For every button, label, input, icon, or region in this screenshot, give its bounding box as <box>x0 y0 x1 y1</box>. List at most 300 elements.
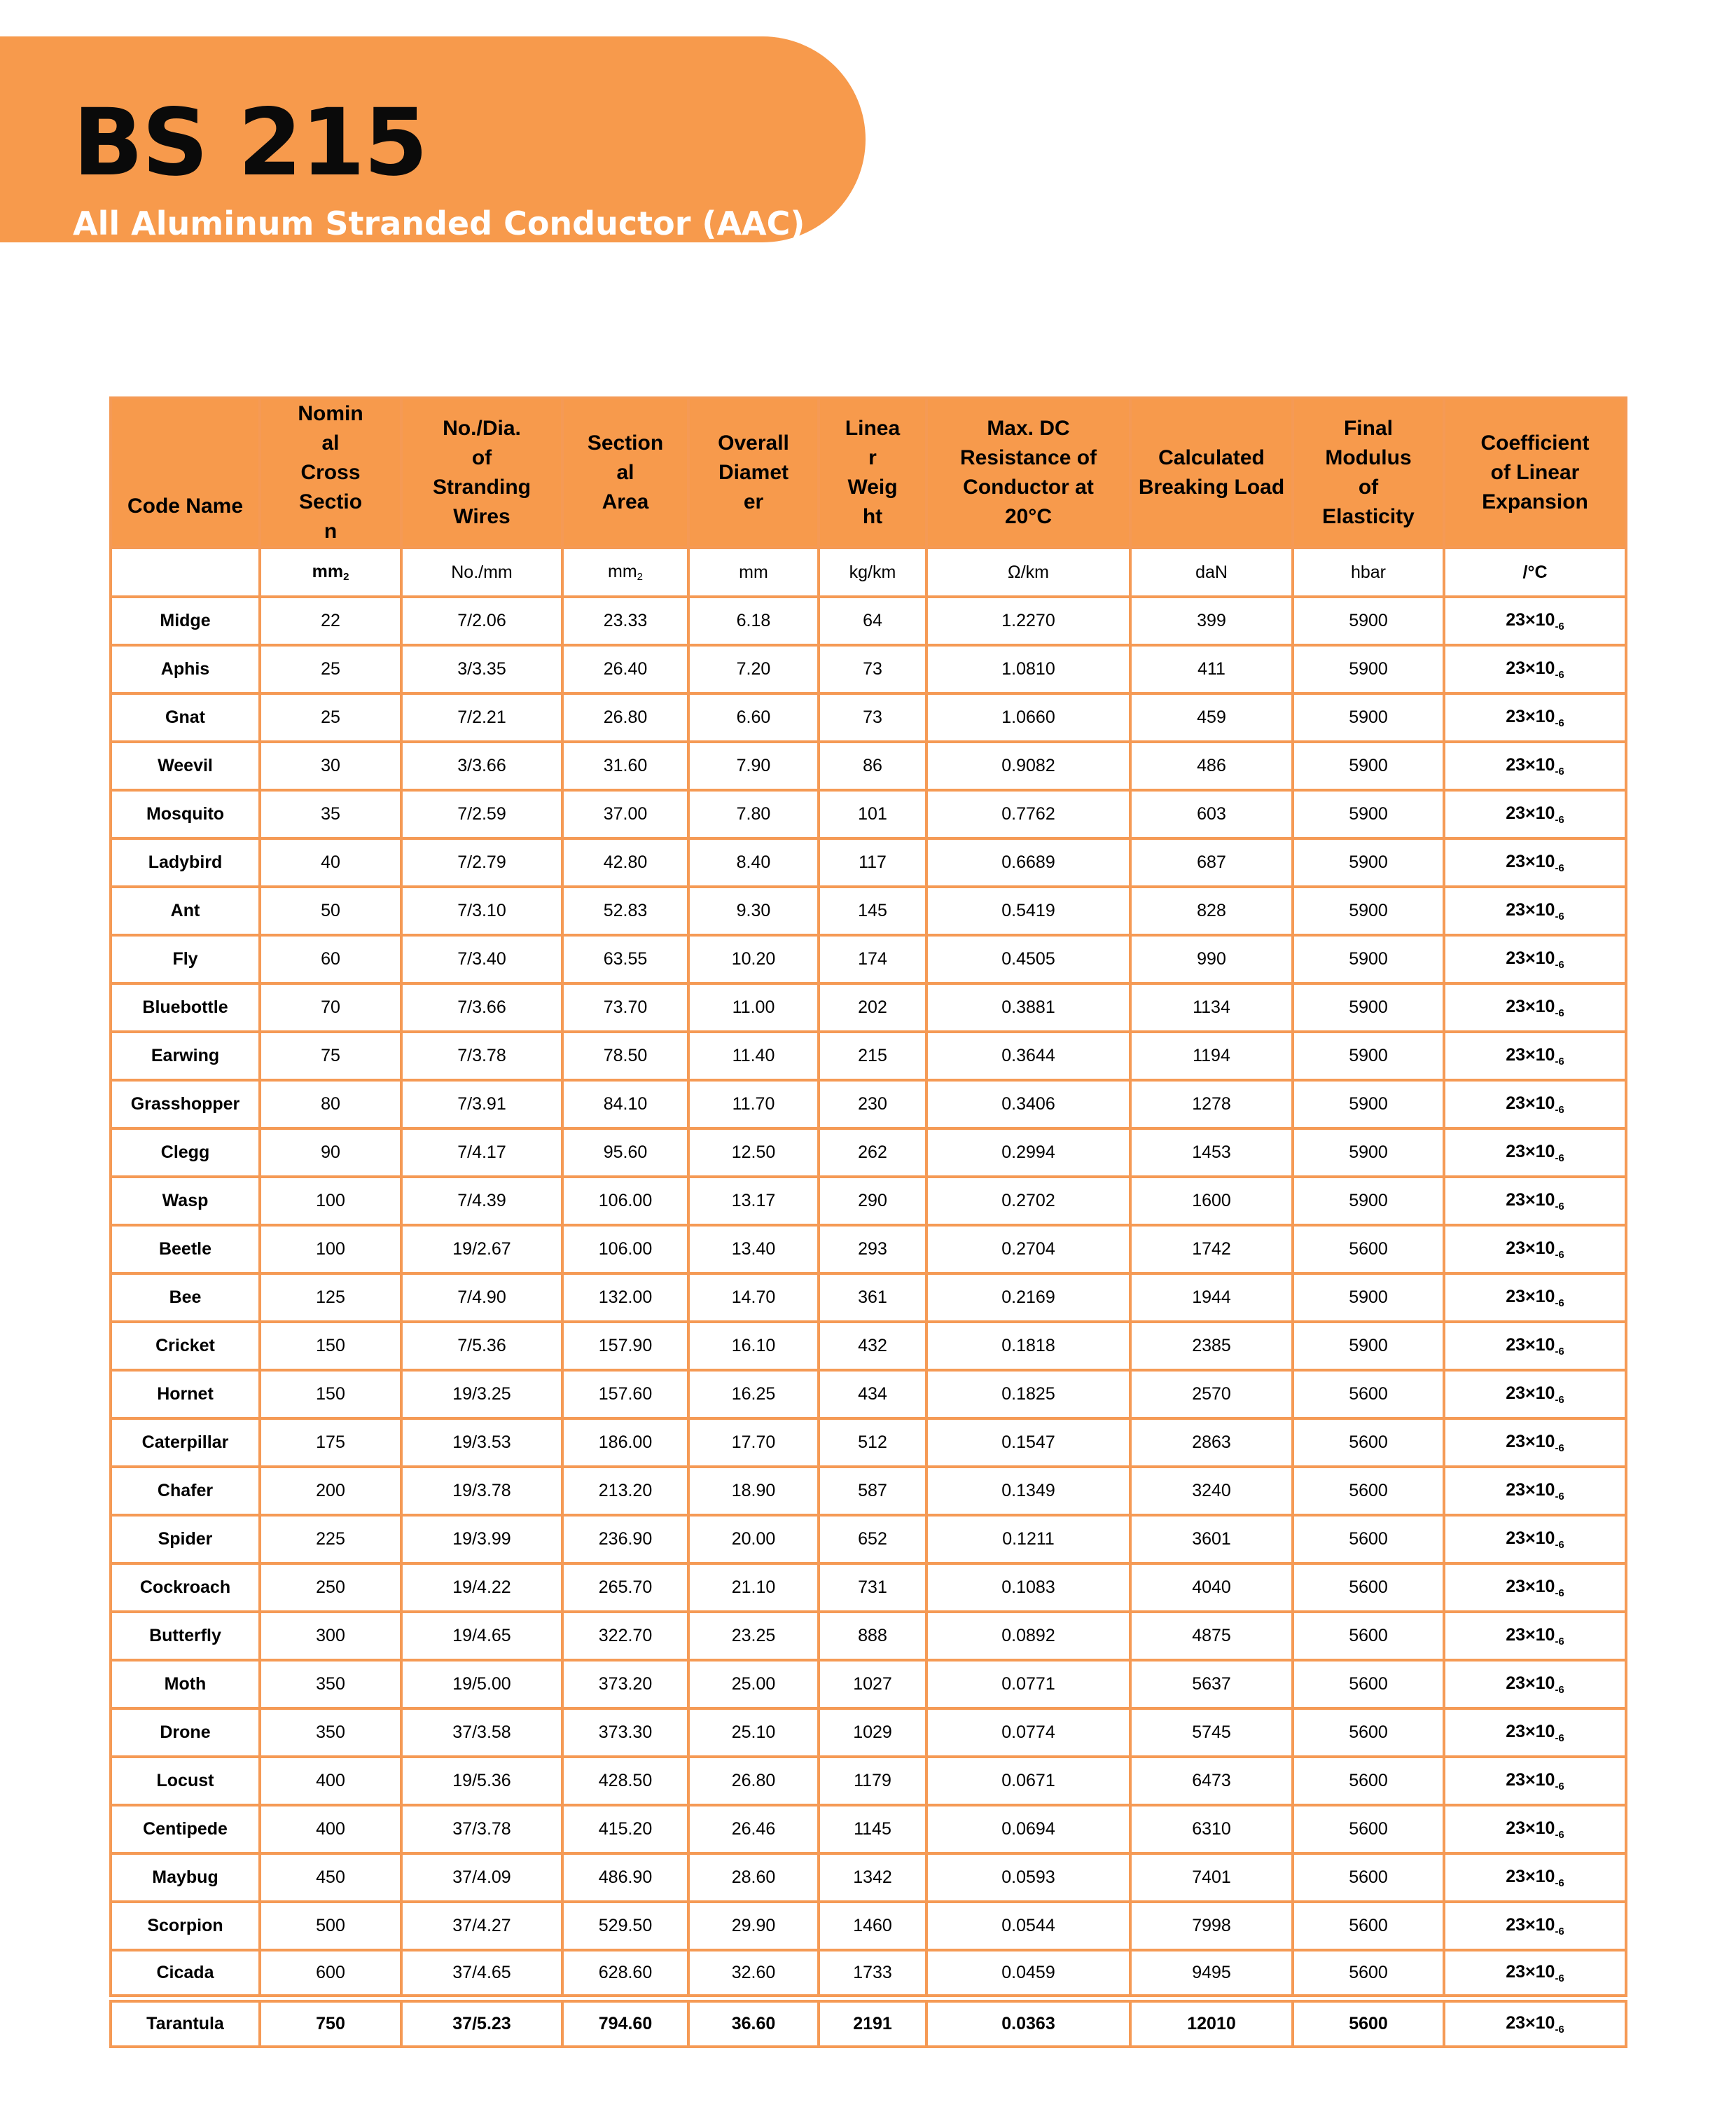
column-header-line: Wires <box>453 505 511 528</box>
cell-nominal: 90 <box>260 1128 401 1177</box>
cell-section: 37.00 <box>562 790 688 838</box>
cell-diameter: 21.10 <box>688 1563 819 1612</box>
cell-stranding: 7/3.10 <box>401 887 562 935</box>
cell-resistance: 0.5419 <box>926 887 1130 935</box>
cell-diameter: 26.80 <box>688 1757 819 1805</box>
cell-modulus: 5900 <box>1293 693 1444 742</box>
cell-resistance: 0.2994 <box>926 1128 1130 1177</box>
cell-section: 132.00 <box>562 1273 688 1322</box>
cell-weight: 230 <box>819 1080 926 1128</box>
cell-modulus: 5600 <box>1293 1998 1444 2047</box>
column-header-line: Max. DC <box>987 417 1070 440</box>
cell-weight: 202 <box>819 983 926 1032</box>
unit-stranding: No./mm <box>401 548 562 597</box>
cell-modulus: 5900 <box>1293 597 1444 645</box>
cell-nominal: 300 <box>260 1612 401 1660</box>
cell-weight: 1179 <box>819 1757 926 1805</box>
column-header-line: Coefficient <box>1480 431 1590 455</box>
cell-modulus: 5900 <box>1293 1273 1444 1322</box>
table-row <box>111 693 1626 742</box>
cell-expansion: $23\times 10_{-6}$ <box>1444 1080 1626 1128</box>
cell-diameter: 14.70 <box>688 1273 819 1322</box>
cell-nominal: 150 <box>260 1370 401 1418</box>
cell-stranding: 7/4.17 <box>401 1128 562 1177</box>
cell-breaking: 3240 <box>1130 1467 1293 1515</box>
cell-nominal: 400 <box>260 1805 401 1853</box>
cell-expansion: $23\times 10_{-6}$ <box>1444 1177 1626 1225</box>
cell-weight: 145 <box>819 887 926 935</box>
cell-breaking: 1742 <box>1130 1225 1293 1273</box>
cell-expansion: $23\times 10_{-6}$ <box>1444 1418 1626 1467</box>
cell-weight: 262 <box>819 1128 926 1177</box>
cell-code: Tarantula <box>111 1998 260 2047</box>
cell-expansion: $23\times 10_{-6}$ <box>1444 1322 1626 1370</box>
cell-stranding: 7/4.90 <box>401 1273 562 1322</box>
cell-section: 529.50 <box>562 1902 688 1950</box>
cell-section: 373.20 <box>562 1660 688 1708</box>
cell-nominal: 100 <box>260 1177 401 1225</box>
column-header-modulus <box>1293 398 1444 548</box>
cell-weight: 731 <box>819 1563 926 1612</box>
column-header-line: Cross <box>300 461 361 484</box>
cell-stranding: 7/5.36 <box>401 1322 562 1370</box>
cell-code: Centipede <box>111 1805 260 1853</box>
cell-breaking: 9495 <box>1130 1950 1293 1998</box>
table-row <box>111 1370 1626 1418</box>
cell-code: Spider <box>111 1515 260 1563</box>
cell-code: Ladybird <box>111 838 260 887</box>
cell-diameter: 29.90 <box>688 1902 819 1950</box>
cell-expansion: $23\times 10_{-6}$ <box>1444 1273 1626 1322</box>
cell-diameter: 16.10 <box>688 1322 819 1370</box>
cell-resistance: 0.1547 <box>926 1418 1130 1467</box>
cell-code: Clegg <box>111 1128 260 1177</box>
cell-nominal: 30 <box>260 742 401 790</box>
cell-stranding: 7/2.79 <box>401 838 562 887</box>
cell-stranding: 19/3.53 <box>401 1418 562 1467</box>
cell-stranding: 19/3.25 <box>401 1370 562 1418</box>
cell-resistance: 0.2704 <box>926 1225 1130 1273</box>
cell-resistance: 0.3406 <box>926 1080 1130 1128</box>
cell-expansion: $23\times 10_{-6}$ <box>1444 645 1626 693</box>
cell-breaking: 1134 <box>1130 983 1293 1032</box>
cell-nominal: 450 <box>260 1853 401 1902</box>
column-header-line: Conductor at <box>963 476 1094 499</box>
cell-breaking: 486 <box>1130 742 1293 790</box>
cell-section: 84.10 <box>562 1080 688 1128</box>
unit-superscript: 2 <box>637 571 643 583</box>
cell-modulus: 5600 <box>1293 1612 1444 1660</box>
cell-breaking: 12010 <box>1130 1998 1293 2047</box>
cell-resistance: 0.7762 <box>926 790 1130 838</box>
cell-diameter: 9.30 <box>688 887 819 935</box>
cell-diameter: 11.70 <box>688 1080 819 1128</box>
cell-expansion: $23\times 10_{-6}$ <box>1444 1032 1626 1080</box>
cell-diameter: 16.25 <box>688 1370 819 1418</box>
cell-resistance: 0.0363 <box>926 1998 1130 2047</box>
cell-breaking: 6310 <box>1130 1805 1293 1853</box>
cell-stranding: 37/4.09 <box>401 1853 562 1902</box>
cell-modulus: 5900 <box>1293 1128 1444 1177</box>
cell-nominal: 50 <box>260 887 401 935</box>
table-row <box>111 1950 1626 1998</box>
cell-code: Cricket <box>111 1322 260 1370</box>
cell-resistance: 0.0774 <box>926 1708 1130 1757</box>
cell-section: 157.90 <box>562 1322 688 1370</box>
cell-stranding: 37/3.78 <box>401 1805 562 1853</box>
table-row <box>111 645 1626 693</box>
cell-section: 157.60 <box>562 1370 688 1418</box>
cell-resistance: 0.0771 <box>926 1660 1130 1708</box>
cell-code: Maybug <box>111 1853 260 1902</box>
cell-modulus: 5900 <box>1293 1177 1444 1225</box>
cell-stranding: 7/3.40 <box>401 935 562 983</box>
cell-stranding: 19/3.99 <box>401 1515 562 1563</box>
cell-modulus: 5600 <box>1293 1805 1444 1853</box>
column-header-diameter <box>688 398 819 548</box>
table-row <box>111 1853 1626 1902</box>
cell-nominal: 25 <box>260 645 401 693</box>
cell-weight: 86 <box>819 742 926 790</box>
cell-breaking: 411 <box>1130 645 1293 693</box>
cell-section: 52.83 <box>562 887 688 935</box>
cell-breaking: 2863 <box>1130 1418 1293 1467</box>
unit-superscript: 2 <box>343 571 349 583</box>
cell-stranding: 7/2.06 <box>401 597 562 645</box>
cell-code: Gnat <box>111 693 260 742</box>
table-row <box>111 1418 1626 1467</box>
cell-diameter: 18.90 <box>688 1467 819 1515</box>
cell-section: 265.70 <box>562 1563 688 1612</box>
cell-section: 628.60 <box>562 1950 688 1998</box>
cell-expansion: $23\times 10_{-6}$ <box>1444 1612 1626 1660</box>
cell-code: Grasshopper <box>111 1080 260 1128</box>
cell-weight: 1145 <box>819 1805 926 1853</box>
cell-resistance: 0.0459 <box>926 1950 1130 1998</box>
cell-expansion: $23\times 10_{-6}$ <box>1444 1515 1626 1563</box>
column-header-line: Diamet <box>718 461 789 484</box>
cell-stranding: 7/3.66 <box>401 983 562 1032</box>
cell-stranding: 7/2.21 <box>401 693 562 742</box>
cell-modulus: 5600 <box>1293 1902 1444 1950</box>
cell-code: Earwing <box>111 1032 260 1080</box>
cell-resistance: 0.9082 <box>926 742 1130 790</box>
cell-expansion: $23\times 10_{-6}$ <box>1444 1660 1626 1708</box>
cell-diameter: 13.17 <box>688 1177 819 1225</box>
table-row <box>111 1902 1626 1950</box>
cell-expansion: $23\times 10_{-6}$ <box>1444 935 1626 983</box>
cell-resistance: 0.1083 <box>926 1563 1130 1612</box>
table-row <box>111 1515 1626 1563</box>
cell-resistance: 0.4505 <box>926 935 1130 983</box>
unit-code <box>111 548 260 597</box>
column-header-stranding <box>401 398 562 548</box>
cell-section: 26.40 <box>562 645 688 693</box>
column-header-line: al <box>321 431 340 455</box>
cell-code: Bluebottle <box>111 983 260 1032</box>
cell-modulus: 5600 <box>1293 1950 1444 1998</box>
cell-breaking: 1944 <box>1130 1273 1293 1322</box>
cell-nominal: 500 <box>260 1902 401 1950</box>
table-row <box>111 1660 1626 1708</box>
cell-modulus: 5600 <box>1293 1853 1444 1902</box>
cell-modulus: 5600 <box>1293 1757 1444 1805</box>
cell-weight: 587 <box>819 1467 926 1515</box>
cell-breaking: 5745 <box>1130 1708 1293 1757</box>
cell-expansion: $23\times 10_{-6}$ <box>1444 1128 1626 1177</box>
cell-modulus: 5900 <box>1293 790 1444 838</box>
cell-section: 373.30 <box>562 1708 688 1757</box>
table-header-row <box>111 398 1626 548</box>
cell-modulus: 5900 <box>1293 1322 1444 1370</box>
page-subtitle: All Aluminum Stranded Conductor (AAC) <box>73 205 805 242</box>
column-header-line: Stranding <box>433 476 531 499</box>
cell-resistance: 0.3644 <box>926 1032 1130 1080</box>
cell-weight: 117 <box>819 838 926 887</box>
cell-nominal: 200 <box>260 1467 401 1515</box>
table-row <box>111 1467 1626 1515</box>
cell-section: 73.70 <box>562 983 688 1032</box>
column-header-line: er <box>743 490 764 513</box>
cell-modulus: 5900 <box>1293 887 1444 935</box>
cell-breaking: 2385 <box>1130 1322 1293 1370</box>
cell-expansion: $23\times 10_{-6}$ <box>1444 1950 1626 1998</box>
cell-diameter: 11.00 <box>688 983 819 1032</box>
cell-weight: 888 <box>819 1612 926 1660</box>
column-header-line: Nomin <box>298 402 363 425</box>
cell-section: 106.00 <box>562 1177 688 1225</box>
cell-modulus: 5600 <box>1293 1563 1444 1612</box>
cell-breaking: 687 <box>1130 838 1293 887</box>
cell-code: Midge <box>111 597 260 645</box>
cell-expansion: $23\times 10_{-6}$ <box>1444 887 1626 935</box>
cell-weight: 1460 <box>819 1902 926 1950</box>
column-header-line: 20°C <box>1004 505 1053 528</box>
unit-diameter: mm <box>688 548 819 597</box>
unit-section: $mm_2$ <box>562 548 688 597</box>
cell-resistance: 0.0694 <box>926 1805 1130 1853</box>
cell-expansion: $23\times 10_{-6}$ <box>1444 838 1626 887</box>
cell-modulus: 5600 <box>1293 1418 1444 1467</box>
cell-resistance: 0.0892 <box>926 1612 1130 1660</box>
cell-weight: 73 <box>819 645 926 693</box>
cell-resistance: 0.6689 <box>926 838 1130 887</box>
cell-expansion: $23\times 10_{-6}$ <box>1444 597 1626 645</box>
table-row <box>111 742 1626 790</box>
column-header-line: Section <box>587 431 664 455</box>
cell-modulus: 5600 <box>1293 1467 1444 1515</box>
cell-weight: 215 <box>819 1032 926 1080</box>
column-header-line: Area <box>602 490 649 513</box>
cell-breaking: 1600 <box>1130 1177 1293 1225</box>
column-header-line: of Linear <box>1490 461 1580 484</box>
column-header-breaking <box>1130 398 1293 548</box>
cell-nominal: 400 <box>260 1757 401 1805</box>
cell-diameter: 10.20 <box>688 935 819 983</box>
column-header-nominal <box>260 398 401 548</box>
column-header-resistance <box>926 398 1130 548</box>
units-row <box>111 548 1626 597</box>
cell-weight: 1733 <box>819 1950 926 1998</box>
cell-breaking: 399 <box>1130 597 1293 645</box>
cell-modulus: 5600 <box>1293 1370 1444 1418</box>
table-row <box>111 1273 1626 1322</box>
table-row <box>111 1322 1626 1370</box>
column-header-line: Final <box>1343 417 1393 440</box>
cell-code: Wasp <box>111 1177 260 1225</box>
cell-stranding: 19/5.00 <box>401 1660 562 1708</box>
cell-code: Locust <box>111 1757 260 1805</box>
column-header-line: Sectio <box>298 490 363 513</box>
table-row <box>111 1708 1626 1757</box>
cell-modulus: 5900 <box>1293 838 1444 887</box>
column-header-line: Overall <box>718 431 789 455</box>
cell-expansion: $23\times 10_{-6}$ <box>1444 983 1626 1032</box>
cell-diameter: 32.60 <box>688 1950 819 1998</box>
column-header-line: Resistance of <box>959 446 1097 469</box>
cell-weight: 1342 <box>819 1853 926 1902</box>
cell-stranding: 37/4.27 <box>401 1902 562 1950</box>
cell-breaking: 459 <box>1130 693 1293 742</box>
cell-expansion: $23\times 10_{-6}$ <box>1444 1370 1626 1418</box>
unit-expansion: /°C <box>1444 548 1626 597</box>
cell-expansion: $23\times 10_{-6}$ <box>1444 693 1626 742</box>
cell-resistance: 0.1825 <box>926 1370 1130 1418</box>
cell-section: 42.80 <box>562 838 688 887</box>
cell-stranding: 3/3.66 <box>401 742 562 790</box>
cell-stranding: 19/3.78 <box>401 1467 562 1515</box>
cell-breaking: 3601 <box>1130 1515 1293 1563</box>
cell-section: 322.70 <box>562 1612 688 1660</box>
cell-nominal: 750 <box>260 1998 401 2047</box>
cell-code: Caterpillar <box>111 1418 260 1467</box>
cell-nominal: 22 <box>260 597 401 645</box>
cell-code: Ant <box>111 887 260 935</box>
cell-breaking: 2570 <box>1130 1370 1293 1418</box>
cell-code: Drone <box>111 1708 260 1757</box>
column-header-line: Breaking Load <box>1138 476 1285 499</box>
cell-diameter: 6.60 <box>688 693 819 742</box>
cell-expansion: $23\times 10_{-6}$ <box>1444 1708 1626 1757</box>
column-header-line: Elasticity <box>1322 505 1415 528</box>
cell-section: 794.60 <box>562 1998 688 2047</box>
cell-weight: 101 <box>819 790 926 838</box>
table-row <box>111 1805 1626 1853</box>
table-row <box>111 935 1626 983</box>
column-header-line: n <box>324 520 338 543</box>
cell-code: Cicada <box>111 1950 260 1998</box>
cell-nominal: 80 <box>260 1080 401 1128</box>
cell-weight: 1029 <box>819 1708 926 1757</box>
cell-expansion: $23\times 10_{-6}$ <box>1444 1805 1626 1853</box>
cell-section: 106.00 <box>562 1225 688 1273</box>
cell-weight: 73 <box>819 693 926 742</box>
cell-code: Beetle <box>111 1225 260 1273</box>
column-header-line: Expansion <box>1482 490 1588 513</box>
table-row <box>111 1225 1626 1273</box>
column-header-code <box>111 398 260 548</box>
cell-section: 63.55 <box>562 935 688 983</box>
cell-stranding: 37/3.58 <box>401 1708 562 1757</box>
cell-resistance: 0.2702 <box>926 1177 1130 1225</box>
cell-weight: 432 <box>819 1322 926 1370</box>
cell-code: Aphis <box>111 645 260 693</box>
cell-expansion: $23\times 10_{-6}$ <box>1444 1563 1626 1612</box>
cell-weight: 361 <box>819 1273 926 1322</box>
cell-expansion: $23\times 10_{-6}$ <box>1444 1853 1626 1902</box>
column-header-line: of <box>1358 476 1379 499</box>
table-row <box>111 1612 1626 1660</box>
cell-resistance: 1.0660 <box>926 693 1130 742</box>
cell-modulus: 5600 <box>1293 1708 1444 1757</box>
cell-section: 428.50 <box>562 1757 688 1805</box>
unit-nominal: $mm_2$ <box>260 548 401 597</box>
cell-diameter: 6.18 <box>688 597 819 645</box>
cell-code: Bee <box>111 1273 260 1322</box>
cell-nominal: 40 <box>260 838 401 887</box>
column-header-line: ht <box>862 505 883 528</box>
cell-breaking: 4040 <box>1130 1563 1293 1612</box>
column-header-line: Modulus <box>1325 446 1412 469</box>
cell-modulus: 5600 <box>1293 1660 1444 1708</box>
cell-nominal: 35 <box>260 790 401 838</box>
column-header-line: r <box>868 446 877 469</box>
cell-diameter: 20.00 <box>688 1515 819 1563</box>
cell-stranding: 7/3.78 <box>401 1032 562 1080</box>
cell-stranding: 19/4.65 <box>401 1612 562 1660</box>
cell-breaking: 990 <box>1130 935 1293 983</box>
cell-breaking: 7401 <box>1130 1853 1293 1902</box>
cell-diameter: 28.60 <box>688 1853 819 1902</box>
cell-code: Mosquito <box>111 790 260 838</box>
conductor-spec-table <box>109 396 1627 2048</box>
cell-breaking: 7998 <box>1130 1902 1293 1950</box>
cell-stranding: 7/2.59 <box>401 790 562 838</box>
cell-section: 26.80 <box>562 693 688 742</box>
cell-breaking: 4875 <box>1130 1612 1293 1660</box>
cell-modulus: 5600 <box>1293 1515 1444 1563</box>
cell-resistance: 0.3881 <box>926 983 1130 1032</box>
cell-modulus: 5900 <box>1293 645 1444 693</box>
cell-section: 236.90 <box>562 1515 688 1563</box>
cell-stranding: 19/4.22 <box>401 1563 562 1612</box>
cell-breaking: 1453 <box>1130 1128 1293 1177</box>
cell-expansion: $23\times 10_{-6}$ <box>1444 1757 1626 1805</box>
cell-stranding: 37/4.65 <box>401 1950 562 1998</box>
cell-diameter: 17.70 <box>688 1418 819 1467</box>
header-banner <box>0 36 866 242</box>
table-row <box>111 1998 1626 2047</box>
column-header-section <box>562 398 688 548</box>
cell-code: Chafer <box>111 1467 260 1515</box>
cell-modulus: 5600 <box>1293 1225 1444 1273</box>
cell-diameter: 13.40 <box>688 1225 819 1273</box>
cell-nominal: 600 <box>260 1950 401 1998</box>
table-row <box>111 983 1626 1032</box>
cell-resistance: 0.1818 <box>926 1322 1130 1370</box>
cell-breaking: 6473 <box>1130 1757 1293 1805</box>
cell-resistance: 0.0671 <box>926 1757 1130 1805</box>
column-header-expansion <box>1444 398 1626 548</box>
column-header-line: al <box>616 461 634 484</box>
table-row <box>111 790 1626 838</box>
cell-nominal: 225 <box>260 1515 401 1563</box>
cell-section: 78.50 <box>562 1032 688 1080</box>
cell-expansion: $23\times 10_{-6}$ <box>1444 742 1626 790</box>
cell-diameter: 23.25 <box>688 1612 819 1660</box>
cell-diameter: 12.50 <box>688 1128 819 1177</box>
cell-diameter: 11.40 <box>688 1032 819 1080</box>
